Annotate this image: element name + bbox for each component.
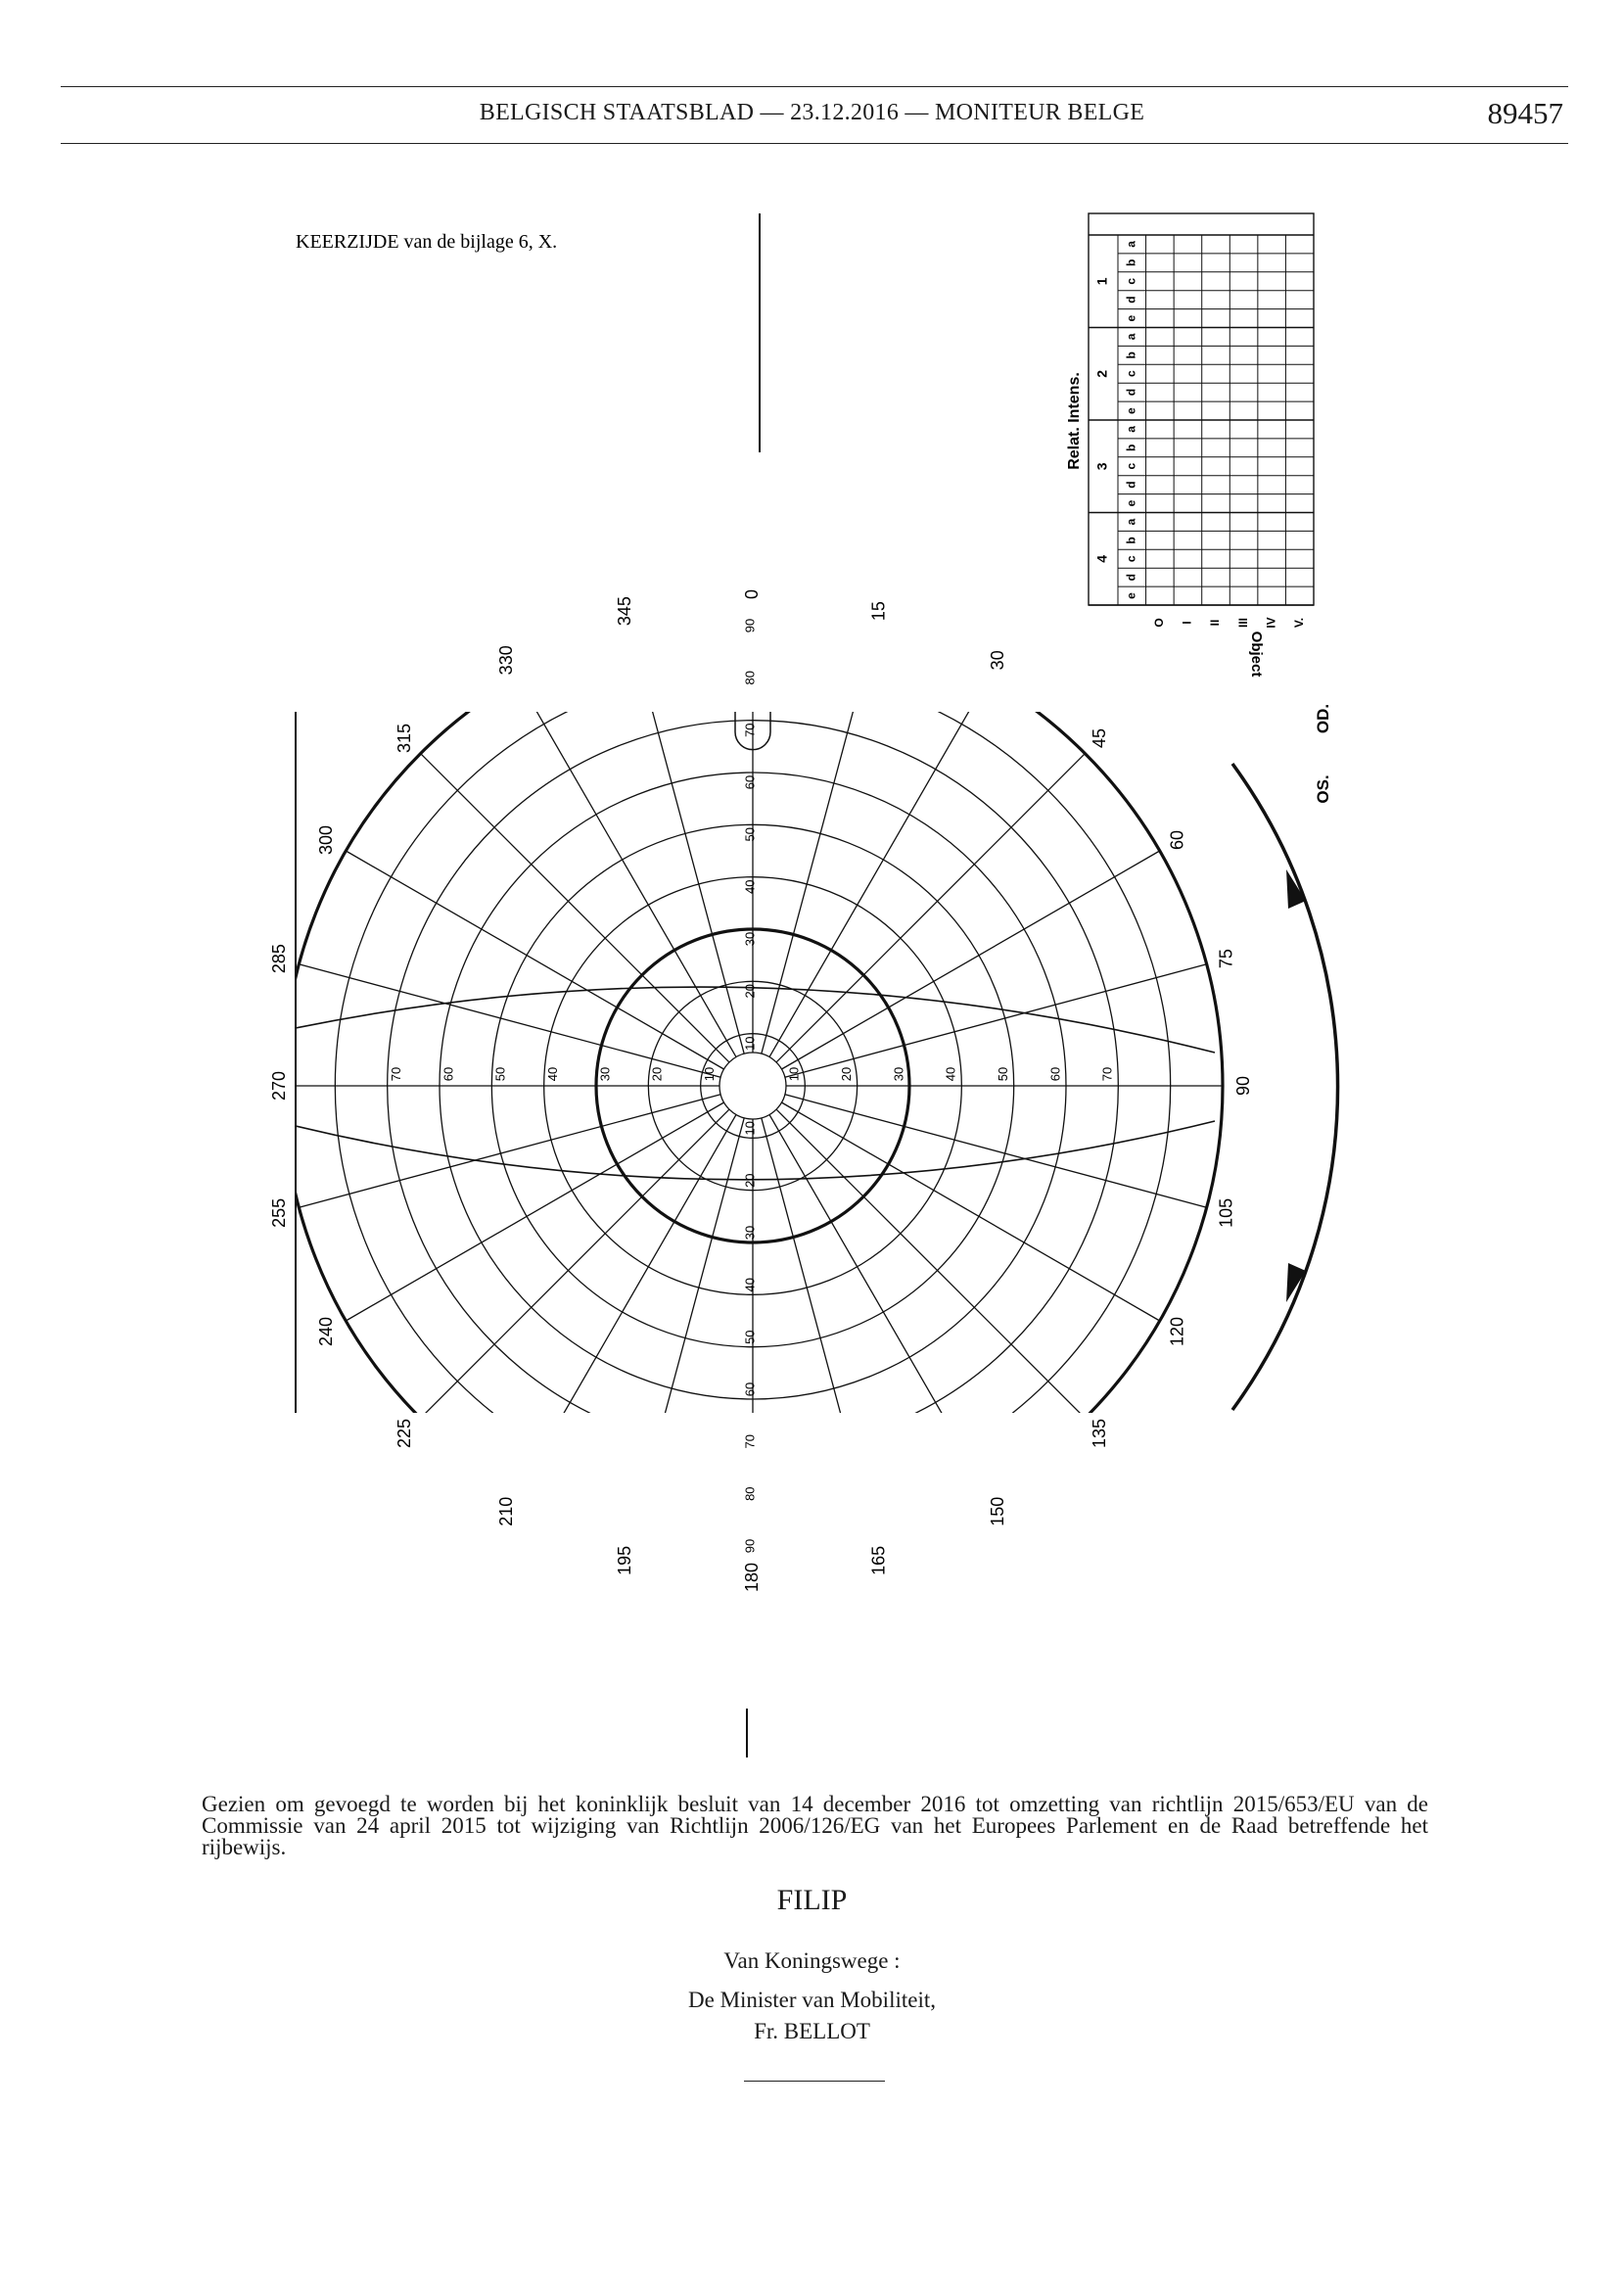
eye-label-od: OD. (1314, 703, 1332, 734)
table-sub-1-4: e (1124, 407, 1138, 414)
signature-role: De Minister van Mobiliteit, (688, 1988, 936, 2012)
angle-label-45: 45 (1089, 727, 1109, 749)
table-row-label-2: II (1208, 619, 1223, 627)
signature-name: FILIP (776, 1884, 848, 1916)
table-sub-0-4: e (1124, 314, 1138, 322)
signature-rule (744, 2081, 885, 2082)
tick-left-10: 10 (702, 1066, 718, 1082)
angle-label-135: 135 (1089, 1418, 1109, 1449)
tick-up-80: 80 (742, 671, 758, 685)
figure-label: KEERZIJDE van de bijlage 6, X. (296, 231, 558, 253)
meridian-60 (781, 851, 1159, 1069)
angle-label-0: 0 (741, 588, 762, 600)
angle-label-180: 180 (741, 1562, 762, 1593)
angle-label-165: 165 (868, 1545, 889, 1575)
meridian-345 (631, 632, 744, 1054)
table-sub-3-2: c (1124, 555, 1138, 563)
table-sub-2-3: d (1124, 481, 1138, 489)
meridian-210 (518, 1114, 736, 1492)
meridian-120 (781, 1102, 1159, 1321)
tick-down-20: 20 (742, 1173, 758, 1188)
tick-left-70: 70 (389, 1066, 404, 1082)
angle-label-255: 255 (268, 1197, 289, 1228)
angle-label-120: 120 (1167, 1316, 1187, 1347)
tick-right-40: 40 (943, 1066, 958, 1082)
table-sub-2-2: c (1124, 462, 1138, 470)
meridian-150 (769, 1114, 988, 1492)
tick-right-20: 20 (839, 1066, 855, 1082)
tick-left-30: 30 (597, 1066, 613, 1082)
angle-label-105: 105 (1216, 1197, 1236, 1228)
meridian-135 (776, 1109, 1085, 1418)
table-sub-3-3: d (1124, 574, 1138, 582)
table-sub-2-0: a (1124, 426, 1138, 433)
tick-left-40: 40 (545, 1066, 561, 1082)
table-row-header: Object (1248, 631, 1266, 678)
table-group-1: 2 (1093, 369, 1110, 378)
tick-up-10: 10 (742, 1036, 758, 1051)
table-sub-2-4: e (1124, 499, 1138, 507)
tick-right-60: 60 (1047, 1066, 1063, 1082)
angle-label-225: 225 (394, 1418, 414, 1449)
eye-label-os: OS. (1314, 774, 1332, 804)
table-sub-3-1: b (1124, 537, 1138, 544)
table-sub-2-1: b (1124, 444, 1138, 451)
angle-label-345: 345 (614, 596, 634, 627)
angle-label-90: 90 (1232, 1075, 1253, 1097)
angle-label-300: 300 (316, 824, 337, 856)
tick-right-70: 70 (1099, 1066, 1115, 1082)
table-row-label-1: I (1180, 621, 1194, 625)
angle-label-330: 330 (495, 645, 516, 676)
tick-down-30: 30 (742, 1225, 758, 1241)
angle-label-15: 15 (868, 601, 889, 622)
polar-field (283, 616, 1223, 1556)
signature-by: Van Koningswege : (723, 1948, 901, 1973)
table-group-2: 3 (1093, 462, 1110, 471)
table-sub-1-0: a (1124, 333, 1138, 341)
caption-text: Gezien om gevoegd te worden bij het koninklijk besluit van 14 december 2016 tot omzetting van richtlijn 2015/653/EU van de Commissie van 24 april 2015 tot wijziging van Richtlijn 2006/126/EG van het Europees Parlement en de Raad betreffende het rijbewijs. (202, 1792, 1428, 1859)
tick-left-60: 60 (441, 1066, 456, 1082)
tick-up-90: 90 (742, 618, 758, 633)
table-sub-0-1: b (1124, 258, 1138, 266)
table-sub-1-3: d (1124, 388, 1138, 397)
meridian-330 (518, 679, 736, 1056)
tick-right-50: 50 (996, 1066, 1011, 1082)
table-row-label-0: O (1152, 618, 1167, 628)
tick-down-90: 90 (742, 1538, 758, 1554)
tick-up-40: 40 (742, 879, 758, 894)
tick-down-70: 70 (742, 1434, 758, 1449)
relat-intens-table (1066, 213, 1314, 677)
angle-label-315: 315 (394, 723, 414, 754)
angle-label-75: 75 (1216, 949, 1236, 969)
table-title: Relat. Intens. (1066, 372, 1084, 470)
meridian-105 (785, 1095, 1207, 1207)
meridian-225 (421, 1109, 729, 1418)
polar-grid (269, 589, 1338, 1592)
table-sub-1-2: c (1124, 370, 1138, 378)
angle-label-285: 285 (268, 944, 289, 974)
meridian-30 (769, 679, 988, 1056)
tick-up-70: 70 (742, 723, 758, 737)
tick-down-60: 60 (742, 1382, 758, 1397)
angle-label-150: 150 (987, 1496, 1007, 1526)
angle-label-240: 240 (316, 1316, 337, 1347)
table-group-0: 1 (1093, 277, 1110, 286)
tick-up-50: 50 (742, 827, 758, 842)
table-sub-3-4: e (1124, 592, 1138, 599)
tick-up-30: 30 (742, 931, 758, 947)
meridian-195 (631, 1118, 744, 1540)
meridian-255 (299, 1095, 720, 1207)
tick-left-50: 50 (492, 1066, 508, 1082)
page-number: 89457 (1487, 96, 1563, 130)
angle-label-210: 210 (495, 1496, 516, 1526)
table-row-label-5: V. (1291, 617, 1306, 629)
tick-down-80: 80 (742, 1486, 758, 1501)
meridian-300 (346, 851, 723, 1069)
tick-left-20: 20 (649, 1066, 665, 1082)
angle-label-195: 195 (614, 1545, 634, 1575)
signature-person: Fr. BELLOT (754, 2019, 870, 2043)
meridian-75 (785, 964, 1207, 1077)
angle-label-60: 60 (1167, 829, 1187, 851)
table-group-3: 4 (1093, 554, 1110, 563)
meridian-315 (421, 754, 729, 1062)
table-sub-3-0: a (1124, 518, 1138, 526)
tick-down-40: 40 (742, 1278, 758, 1292)
tick-down-50: 50 (742, 1330, 758, 1344)
meridian-240 (346, 1102, 723, 1321)
tick-up-20: 20 (742, 984, 758, 999)
header-title: BELGISCH STAATSBLAD — 23.12.2016 — MONITEUR BELGE (479, 100, 1145, 125)
ring-centre (719, 1053, 786, 1119)
table-row-label-3: III (1235, 617, 1250, 629)
tick-down-10: 10 (742, 1121, 758, 1136)
tick-up-60: 60 (742, 774, 758, 790)
tick-right-30: 30 (891, 1066, 906, 1082)
table-sub-1-1: b (1124, 351, 1138, 359)
meridian-165 (762, 1118, 874, 1540)
tick-right-10: 10 (786, 1066, 802, 1082)
table-sub-0-3: d (1124, 296, 1138, 304)
meridian-285 (299, 964, 720, 1077)
angle-label-270: 270 (268, 1070, 289, 1101)
table-sub-0-0: a (1124, 241, 1138, 248)
table-sub-0-2: c (1124, 277, 1138, 285)
table-row-label-4: IV (1264, 617, 1278, 629)
angle-label-30: 30 (987, 650, 1007, 671)
